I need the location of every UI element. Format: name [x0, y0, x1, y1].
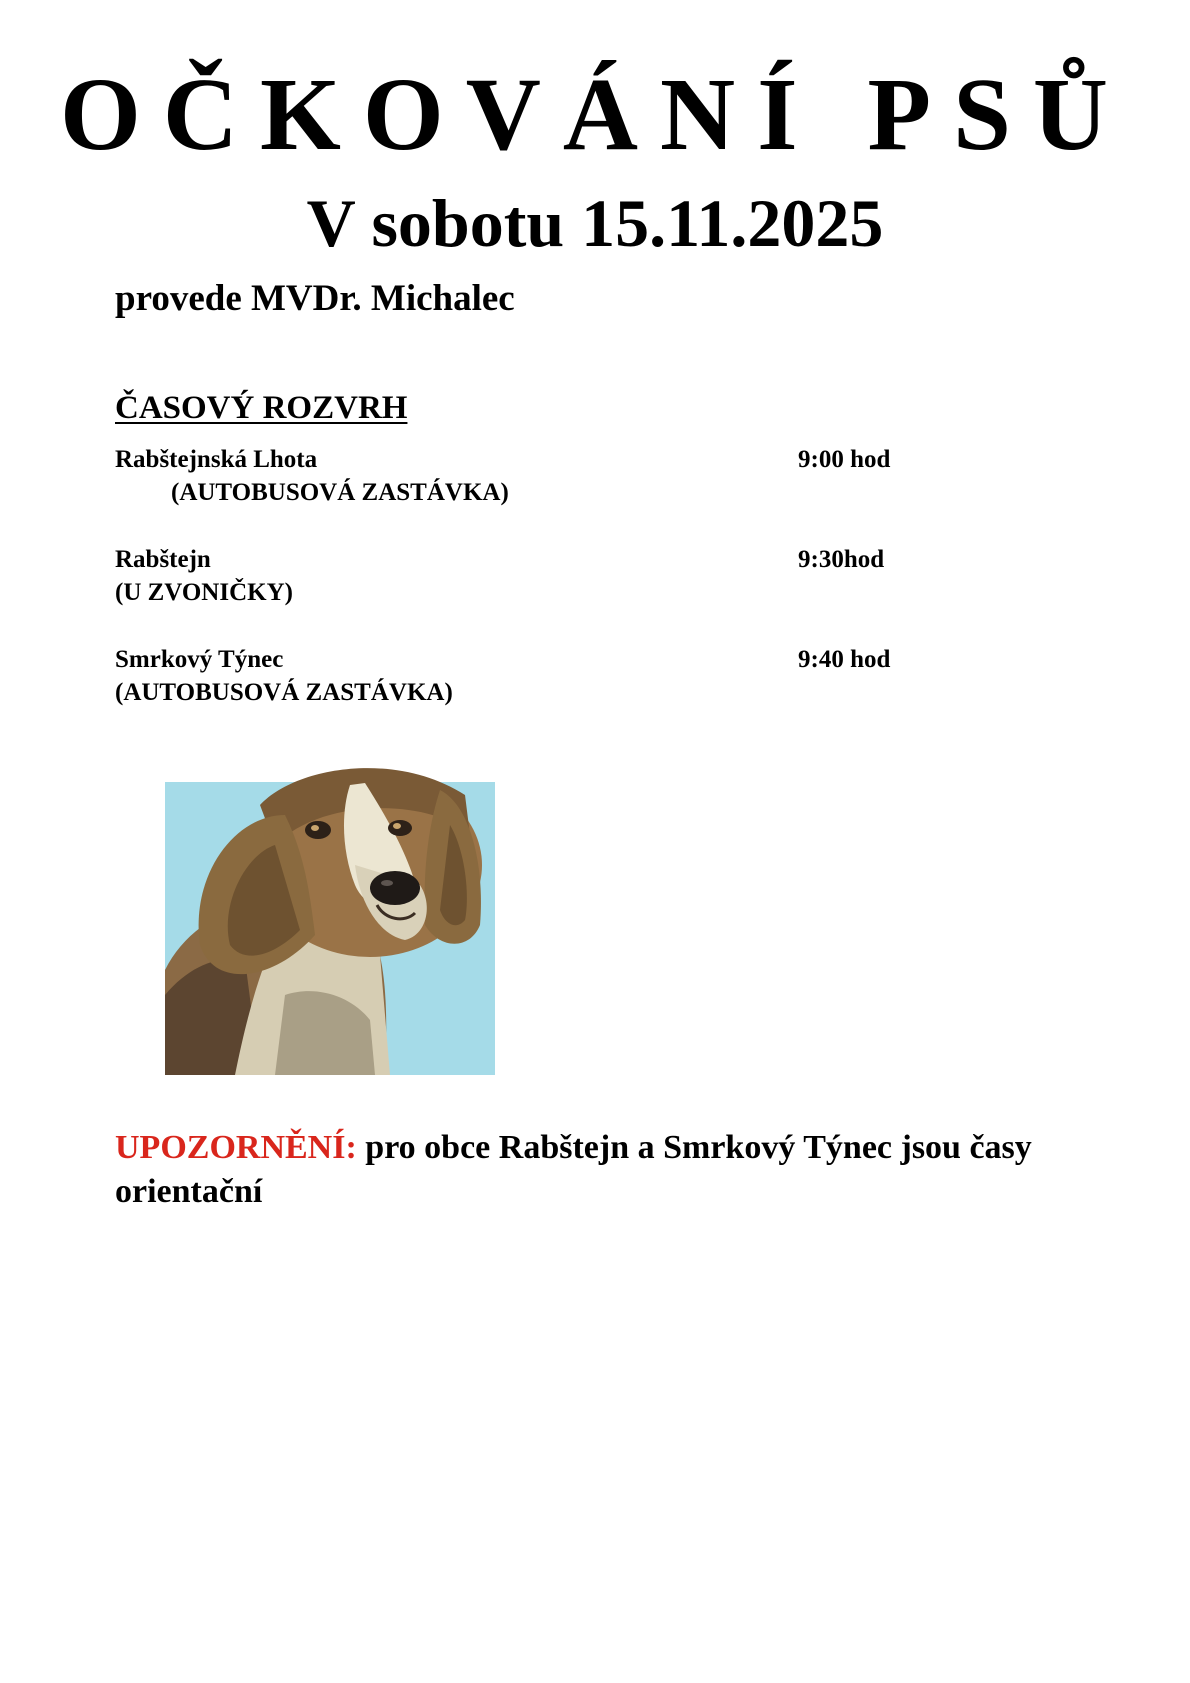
date-line: V sobotu 15.11.2025	[306, 185, 884, 261]
schedule-place: Rabštejn	[115, 546, 211, 573]
schedule-row	[115, 443, 1015, 509]
schedule-time: 9:00 hod	[798, 446, 891, 473]
schedule-row	[115, 543, 1015, 609]
beagle-dog-illustration	[165, 755, 495, 1075]
schedule-time: 9:30hod	[798, 546, 885, 573]
schedule-place-note: (U ZVONIČKY)	[115, 579, 293, 606]
schedule-place-note: (AUTOBUSOVÁ ZASTÁVKA)	[115, 679, 453, 706]
warning-notice	[115, 1126, 1075, 1214]
schedule-heading: ČASOVÝ ROZVRH	[115, 390, 408, 426]
schedule-place-note: (AUTOBUSOVÁ ZASTÁVKA)	[171, 479, 509, 506]
schedule-time: 9:40 hod	[798, 646, 891, 673]
schedule-row	[115, 643, 1015, 709]
warning-label: UPOZORNĚNÍ:	[115, 1129, 357, 1166]
performer-line: provede MVDr. Michalec	[115, 278, 515, 319]
schedule-place: Smrkový Týnec	[115, 646, 284, 673]
page-title: OČKOVÁNÍ PSŮ	[59, 57, 1131, 172]
schedule-place: Rabštejnská Lhota	[115, 446, 318, 473]
warning-text: pro obce Rabštejn a Smrkový Týnec jsou časy orientační	[115, 1129, 1032, 1210]
